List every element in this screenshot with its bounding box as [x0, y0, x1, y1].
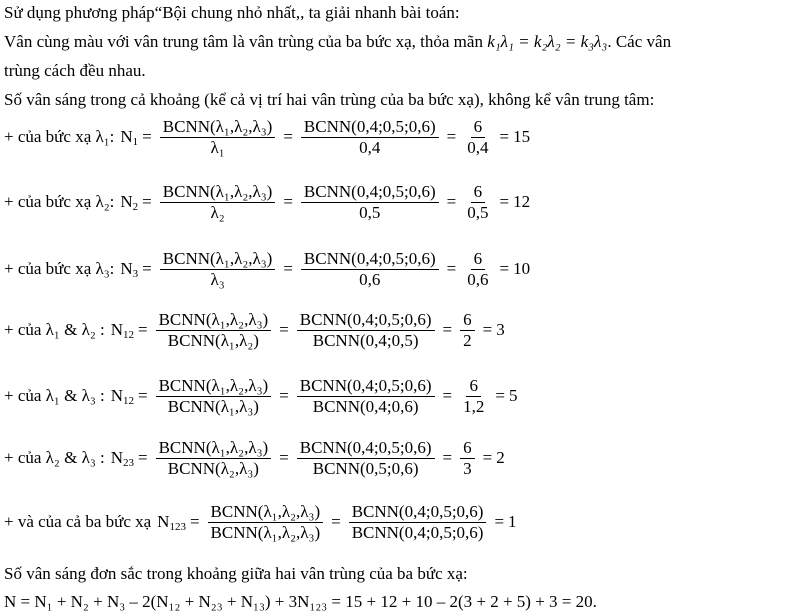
fraction-symbolic	[156, 310, 272, 351]
fraction-simplified	[464, 182, 491, 223]
row-result: 10	[513, 259, 531, 278]
fraction-denominator: BCNN(0,4;0,5;0,6)	[351, 522, 484, 542]
variable-name: N	[110, 385, 123, 405]
equals-sign: =	[279, 386, 289, 405]
fraction-numerator: BCNN(λ₁,λ₂,λ₃)	[160, 117, 276, 138]
equals-sign: =	[499, 127, 510, 146]
fraction-denominator: BCNN(0,5;0,6)	[312, 458, 419, 478]
equals-sign: =	[283, 259, 293, 278]
fraction-numerator: BCNN(λ₁,λ₂,λ₃)	[208, 502, 324, 523]
fraction-simplified	[464, 117, 491, 158]
intro-line-2	[4, 31, 671, 53]
fraction-denominator: 0,5	[467, 202, 489, 222]
equals-sign: =	[283, 192, 293, 211]
fraction-denominator: 0,4	[467, 137, 489, 157]
fraction-numerator: BCNN(λ₁,λ₂,λ₃)	[160, 249, 276, 270]
fraction-symbolic	[156, 438, 272, 479]
fraction-numerator: 6	[466, 376, 481, 397]
equals-sign: =	[142, 259, 152, 278]
formula-row	[4, 305, 505, 355]
fraction-numerator: BCNN(0,4;0,5;0,6)	[301, 249, 439, 270]
fraction-denominator: 3	[463, 458, 472, 478]
fraction-numerator: BCNN(0,4;0,5;0,6)	[297, 376, 435, 397]
equals-sign: =	[482, 448, 493, 467]
formula-row	[4, 177, 530, 227]
fraction-numerator: 6	[471, 249, 486, 270]
fraction-numerator: 6	[471, 117, 486, 138]
fraction-denominator: λ₃	[210, 269, 225, 289]
row-prefix: + của bức xạ λ₁:	[4, 127, 115, 146]
row-result: 3	[496, 320, 505, 339]
fraction-denominator: λ₂	[210, 202, 225, 222]
fraction-numerator: BCNN(λ₁,λ₂,λ₃)	[156, 438, 272, 459]
equals-sign: =	[446, 192, 457, 211]
equals-sign: =	[283, 127, 293, 146]
equals-sign: =	[331, 512, 341, 531]
equals-sign: =	[138, 448, 148, 467]
equals-sign: =	[446, 127, 457, 146]
fraction-numerator: 6	[460, 438, 475, 459]
fraction-denominator: BCNN(λ₁,λ₃)	[167, 396, 259, 416]
fraction-numerator: BCNN(λ₁,λ₂,λ₃)	[156, 310, 272, 331]
equals-sign: =	[442, 320, 453, 339]
variable-subscript: 3	[132, 267, 139, 280]
formula-row	[4, 497, 517, 547]
fraction-numerator: 6	[471, 182, 486, 203]
equals-sign: =	[494, 512, 505, 531]
equals-sign: =	[442, 386, 453, 405]
row-prefix: + của λ₂ & λ₃ :	[4, 448, 105, 467]
formula-row	[4, 371, 517, 421]
fraction-numeric	[297, 310, 435, 351]
variable-subscript: 2	[132, 200, 139, 213]
equals-sign: =	[495, 386, 505, 405]
fraction-numeric	[301, 117, 439, 158]
fraction-denominator: 0,6	[467, 269, 489, 289]
fraction-denominator: λ₁	[210, 137, 225, 157]
fraction-numerator: BCNN(0,4;0,5;0,6)	[297, 310, 435, 331]
fraction-numerator: BCNN(0,4;0,5;0,6)	[301, 117, 439, 138]
formula-row	[4, 244, 530, 294]
fraction-symbolic	[160, 182, 276, 223]
row-prefix: + và của cả ba bức xạ	[4, 512, 152, 531]
variable-name: N	[120, 191, 133, 211]
fraction-denominator: 2	[463, 330, 472, 350]
fraction-numerator: BCNN(0,4;0,5;0,6)	[301, 182, 439, 203]
fraction-numeric	[297, 438, 435, 479]
fraction-simplified	[460, 310, 475, 351]
variable-name: N	[110, 447, 123, 467]
fraction-numeric	[349, 502, 487, 543]
variable-name: N	[120, 258, 133, 278]
equals-sign: =	[142, 127, 152, 146]
intro-line-2-equation: k₁λ₁ = k₂λ₂ = k₃λ₃	[487, 32, 608, 51]
equals-sign: =	[142, 192, 152, 211]
row-variable	[157, 512, 186, 533]
row-prefix: + của λ₁ & λ₃ :	[4, 386, 105, 405]
fraction-denominator: 0,6	[359, 269, 381, 289]
formula-row	[4, 433, 505, 483]
conclusion-line-1: Số vân sáng đơn sắc trong khoảng giữa hai vân trùng của ba bức xạ:	[4, 564, 468, 583]
fraction-symbolic	[160, 249, 276, 290]
variable-subscript: 123	[169, 520, 186, 533]
intro-line-4: Số vân sáng trong cả khoảng (kể cả vị trí hai vân trùng của ba bức xạ), không kể vân trung tâm:	[4, 90, 655, 109]
equals-sign: =	[279, 320, 289, 339]
fraction-numerator: 6	[460, 310, 475, 331]
row-variable	[111, 448, 134, 469]
row-result: 5	[508, 386, 518, 405]
row-variable	[111, 320, 134, 341]
variable-subscript: 12	[123, 394, 134, 407]
fraction-simplified	[460, 438, 475, 479]
variable-name: N	[120, 126, 133, 146]
fraction-simplified	[460, 376, 487, 417]
equals-sign: =	[189, 512, 200, 531]
row-variable	[111, 386, 134, 407]
equals-sign: =	[279, 448, 289, 467]
fraction-denominator: BCNN(λ₂,λ₃)	[167, 458, 259, 478]
fraction-symbolic	[156, 376, 272, 417]
fraction-denominator: 0,5	[359, 202, 381, 222]
row-result: 1	[508, 512, 517, 531]
fraction-symbolic	[160, 117, 276, 158]
fraction-numeric	[301, 182, 439, 223]
fraction-numerator: BCNN(λ₁,λ₂,λ₃)	[160, 182, 276, 203]
conclusion-line-2: N = N₁ + N₂ + N₃ – 2(N₁₂ + N₂₃ + N₁₃) + 3N₁₂₃ = 15 + 12 + 10 – 2(3 + 2 + 5) + 3 = 20.	[4, 592, 597, 611]
variable-subscript: 12	[123, 328, 134, 341]
row-variable	[120, 192, 138, 213]
fraction-numerator: BCNN(λ₁,λ₂,λ₃)	[156, 376, 272, 397]
fraction-denominator: BCNN(λ₁,λ₂)	[167, 330, 259, 350]
fraction-denominator: BCNN(0,4;0,6)	[312, 396, 419, 416]
row-result: 12	[513, 192, 531, 211]
equals-sign: =	[442, 448, 453, 467]
equals-sign: =	[499, 259, 510, 278]
intro-line-2-tail: . Các vân	[607, 32, 672, 51]
fraction-numeric	[301, 249, 439, 290]
row-variable	[120, 259, 138, 280]
intro-line-1: Sử dụng phương pháp“Bội chung nhỏ nhất,, ta giải nhanh bài toán:	[4, 3, 460, 22]
equals-sign: =	[499, 192, 510, 211]
fraction-numeric	[297, 376, 435, 417]
fraction-numerator: BCNN(0,4;0,5;0,6)	[349, 502, 487, 523]
fraction-denominator: BCNN(λ₁,λ₂,λ₃)	[210, 522, 321, 542]
equals-sign: =	[138, 320, 148, 339]
fraction-denominator: 0,4	[359, 137, 381, 157]
equals-sign: =	[138, 386, 148, 405]
formula-row	[4, 112, 530, 162]
fraction-denominator: BCNN(0,4;0,5)	[312, 330, 419, 350]
row-variable	[120, 127, 138, 148]
fraction-simplified	[464, 249, 491, 290]
equals-sign: =	[482, 320, 493, 339]
equals-sign: =	[446, 259, 457, 278]
fraction-numerator: BCNN(0,4;0,5;0,6)	[297, 438, 435, 459]
variable-name: N	[157, 511, 170, 531]
fraction-denominator: 1,2	[463, 396, 485, 416]
row-prefix: + của bức xạ λ₃:	[4, 259, 115, 278]
row-prefix: + của bức xạ λ₂:	[4, 192, 115, 211]
intro-line-3: trùng cách đều nhau.	[4, 61, 146, 80]
intro-line-2-text: Vân cùng màu với vân trung tâm là vân trùng của ba bức xạ, thỏa mãn	[4, 32, 488, 51]
variable-subscript: 1	[132, 135, 139, 148]
row-prefix: + của λ₁ & λ₂ :	[4, 320, 105, 339]
fraction-symbolic	[208, 502, 324, 543]
variable-subscript: 23	[123, 456, 134, 469]
variable-name: N	[110, 319, 123, 339]
row-result: 15	[513, 127, 531, 146]
row-result: 2	[496, 448, 505, 467]
